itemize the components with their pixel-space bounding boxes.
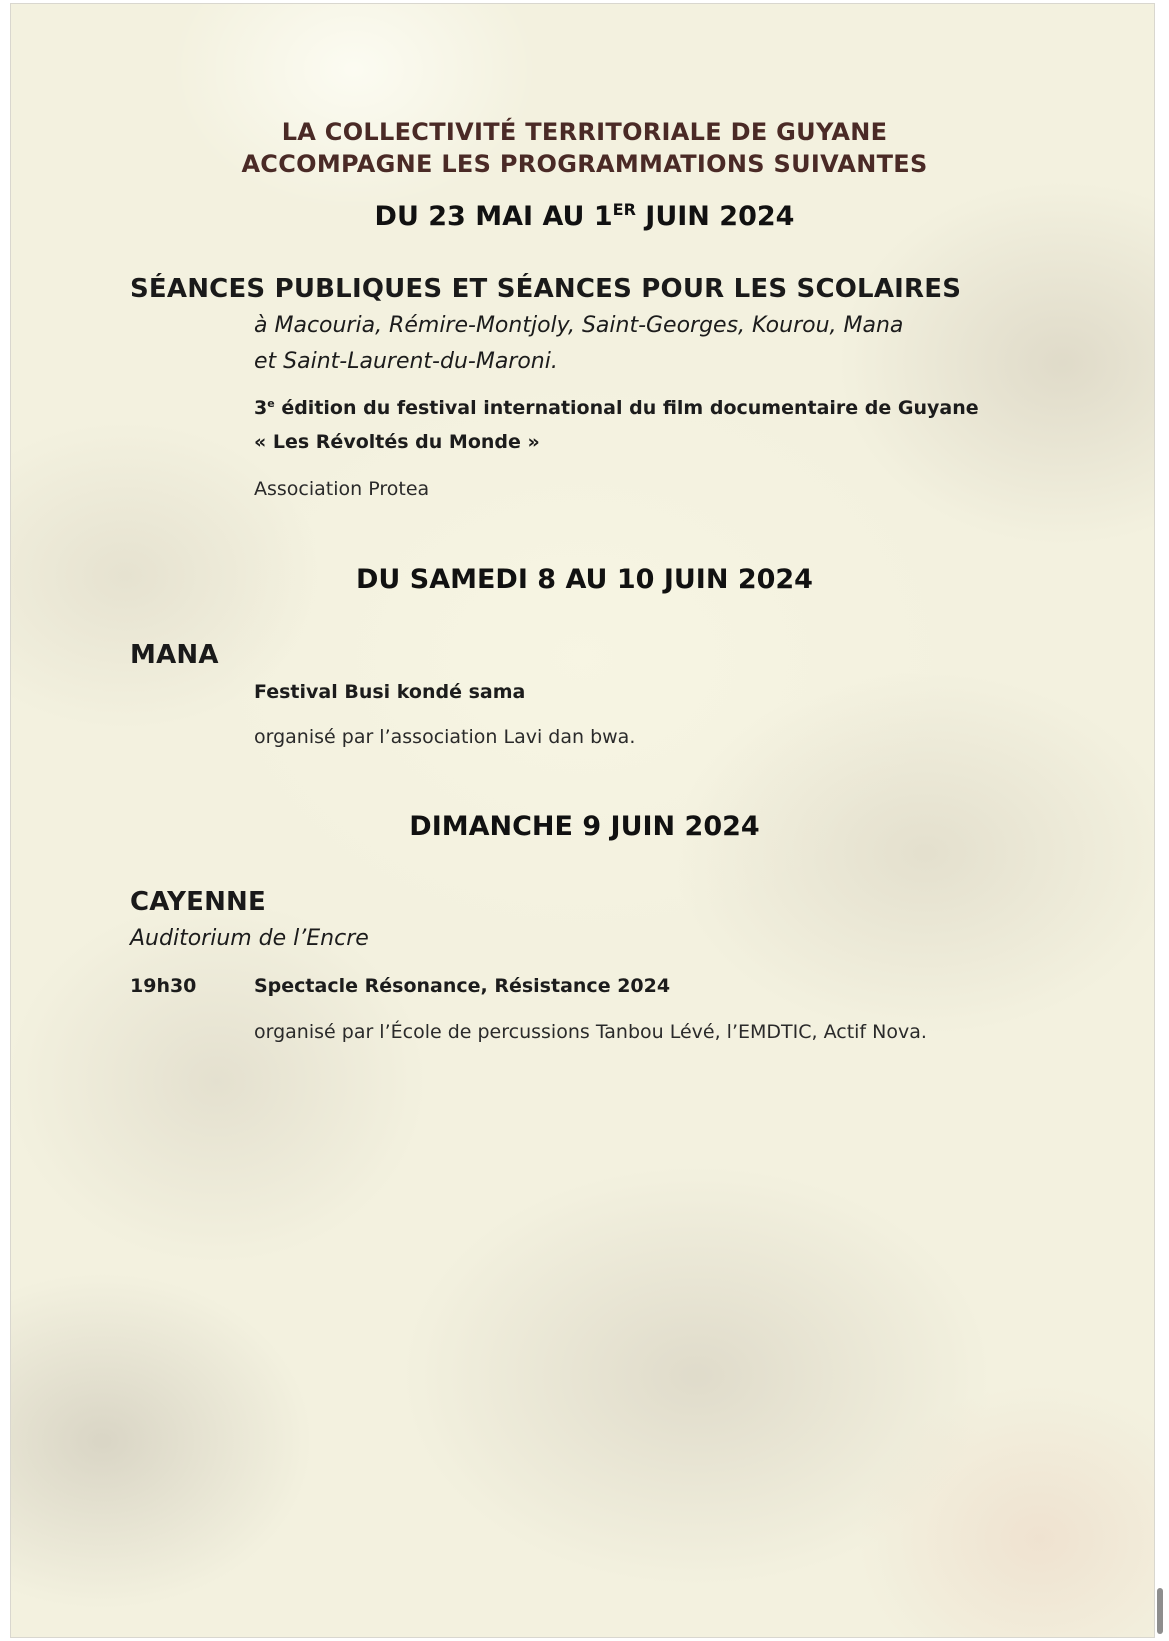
- edition-text: édition du festival international du film documentaire de Guyane: [274, 397, 979, 419]
- date-heading-1-sup: ER: [612, 200, 636, 219]
- header-line-2: ACCOMPAGNE LES PROGRAMMATIONS SUIVANTES: [241, 150, 928, 178]
- date-heading-3: DIMANCHE 9 JUIN 2024: [409, 811, 760, 842]
- festival-name: « Les Révoltés du Monde »: [254, 431, 540, 453]
- scroll-indicator[interactable]: [1157, 1588, 1163, 1634]
- organizer-lavi-dan-bwa: organisé par l’association Lavi dan bwa.: [254, 726, 636, 748]
- locations-line-1: à Macouria, Rémire-Montjoly, Saint-Georges, Kourou, Mana: [254, 313, 904, 338]
- header-line-1: LA COLLECTIVITÉ TERRITORIALE DE GUYANE: [281, 118, 888, 146]
- section-title-seances: SÉANCES PUBLIQUES ET SÉANCES POUR LES SCOLAIRES: [130, 274, 962, 304]
- event-busi-konde-sama: Festival Busi kondé sama: [254, 681, 526, 703]
- organizer-protea: Association Protea: [254, 478, 430, 500]
- organizer-tanbou-leve: organisé par l’École de percussions Tanbou Lévé, l’EMDTIC, Actif Nova.: [254, 1021, 927, 1043]
- edition-sup: e: [267, 397, 275, 410]
- edition-number: 3: [254, 397, 268, 419]
- locations-line-2: et Saint-Laurent-du-Maroni.: [254, 349, 558, 374]
- date-heading-2: DU SAMEDI 8 AU 10 JUIN 2024: [356, 564, 813, 595]
- date-heading-1-suffix: JUIN 2024: [635, 201, 795, 232]
- date-heading-1: [0, 200, 1169, 232]
- place-mana: MANA: [130, 640, 219, 670]
- date-heading-1-prefix: DU 23 MAI AU 1: [374, 201, 613, 232]
- place-cayenne: CAYENNE: [130, 887, 266, 917]
- edition-line: [254, 397, 979, 419]
- event-resonance: Spectacle Résonance, Résistance 2024: [254, 975, 671, 997]
- event-time: 19h30: [130, 975, 197, 997]
- venue-auditorium: Auditorium de l’Encre: [130, 926, 369, 951]
